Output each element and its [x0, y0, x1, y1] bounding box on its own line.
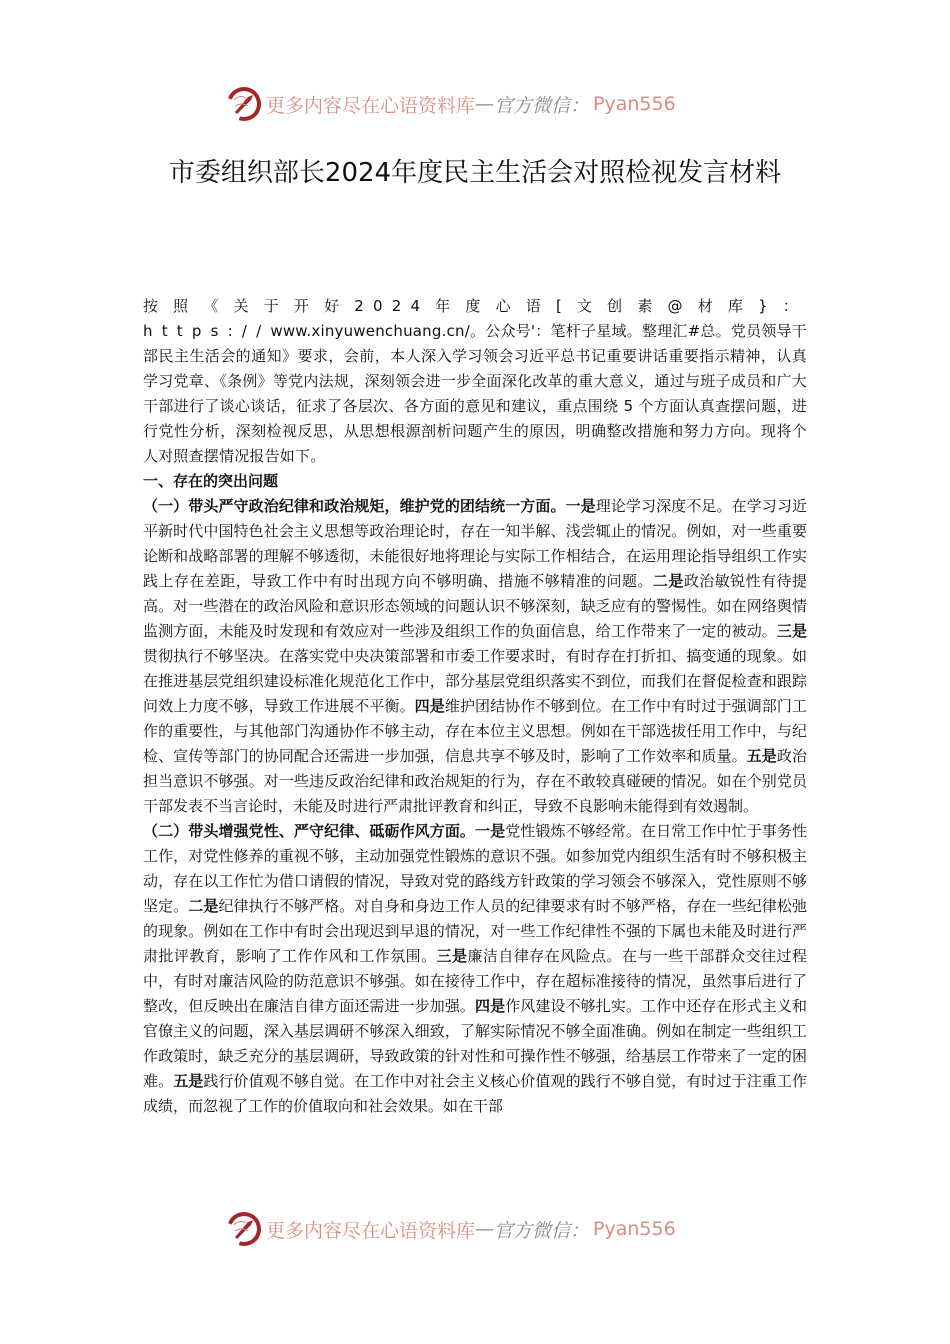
item-text: 践行价值观不够自觉。在工作中对社会主义核心价值观的践行不够自觉，有时过于注重工作成绩，而忽视了工作的价值取向和社会效果。如在干部 — [143, 1072, 807, 1115]
banner-wechat-label: 官方微信： — [494, 94, 590, 117]
subsection-2-heading: （二）带头增强党性、严守纪律、砥砺作风方面。 — [143, 822, 476, 840]
item-text: 廉洁自律存在风险点。在与一些干部群众交往过程中，有时对廉洁风险的防范意识不够强。如在接待工作中，存在超标准接待的情况，虽然事后进行了整改，但反映出在廉洁自律方面还需进一步加强。 — [143, 947, 807, 1015]
subsection-1-heading: （一）带头严守政治纪律和政治规矩，维护党的团结统一方面。 — [143, 497, 566, 515]
intro-paragraph-start: 按照《关于开好2024年度心语[文创素@材库}：https:// — [143, 297, 807, 340]
item-label: 五是 — [173, 1072, 204, 1090]
banner-wechat-id: Pyan556 — [593, 1218, 676, 1240]
item-label: 四是 — [414, 697, 445, 715]
banner-library-text: 更多内容尽在心语资料库 — [266, 1219, 476, 1242]
item-text: 贯彻执行不够坚决。在落实党中央决策部署和市委工作要求时，有时存在打折扣、搞变通的现象。如在推进基层党组织建设标准化规范化工作中，部分基层党组织落实不到位，而我们在督促检查和跟踪问效上力度不够，导致工作进展不平衡。 — [143, 647, 807, 715]
item-label: 二是 — [188, 897, 219, 915]
item-label: 五是 — [746, 747, 777, 765]
item-text: 政治敏锐性有待提高。对一些潜在的政治风险和意识形态领域的问题认识不够深刻，缺乏应有的警惕性。如在网络舆情监测方面，未能及时发现和有效应对一些涉及组织工作的负面信息，给工作带来了一定的被动。 — [143, 572, 807, 640]
banner-dash: — — [475, 93, 495, 115]
item-label: 三是 — [436, 947, 468, 965]
document-title: 市委组织部长2024年度民主生活会对照检视发言材料 — [168, 158, 782, 188]
banner-wechat-label: 官方微信： — [494, 1219, 590, 1242]
banner-dash: — — [475, 1218, 495, 1240]
quill-pen-logo-icon — [226, 1211, 262, 1247]
item-text: 政治担当意识不够强。对一些违反政治纪律和政治规矩的行为，存在不敢较真碰硬的情况。如在个别党员干部发表不当言论时，未能及时进行严肃批评教育和纠正，导致不良影响未能得到有效遏制。 — [143, 747, 807, 815]
banner-library-text: 更多内容尽在心语资料库 — [266, 94, 476, 117]
subsection-2-paragraph — [143, 819, 807, 1119]
document-body — [143, 294, 807, 1119]
banner-wechat-id: Pyan556 — [593, 93, 676, 115]
item-label: 二是 — [652, 572, 684, 590]
subsection-1-paragraph — [143, 494, 807, 819]
quill-pen-logo-icon — [226, 86, 262, 122]
item-label: 一是 — [565, 497, 596, 515]
intro-paragraph-rest: www.xinyuwenchuang.cn/。公众号'：笔杆子星域。整理汇#总。党员领导干部民主生活会的通知》要求，会前，本人深入学习领会习近平总书记重要讲话重要指示精神，认真学习党章、《条例》等党内法规，深刻领会进一步全面深化改革的重大意义，通过与班子成员和广大干部进行了谈心谈话，征求了各层次、各方面的意见和建议，重点围绕 5 个方面认真查摆问题，进行党性分析，深刻检视反思，从思想根源剖析问题产生的原因，明确整改措施和努力方向。现将个人对照查摆情况报告如下。 — [143, 322, 807, 465]
footer-watermark-banner — [226, 1209, 676, 1249]
intro-paragraph — [143, 294, 807, 469]
item-text: 理论学习深度不足。在学习习近平新时代中国特色社会主义思想等政治理论时，存在一知半解、浅尝辄止的情况。例如，对一些重要论断和战略部署的理解不够透彻，未能很好地将理论与实际工作相结合，在运用理论指导组织工作实践上存在差距，导致工作中有时出现方向不够明确、措施不够精准的问题。 — [143, 497, 807, 590]
header-watermark-banner — [226, 84, 676, 124]
item-label: 三是 — [776, 622, 807, 640]
item-text: 党性锻炼不够经常。在日常工作中忙于事务性工作，对党性修养的重视不够，主动加强党性锻炼的意识不强。如参加党内组织生活有时不够积极主动，存在以工作忙为借口请假的情况，导致对党的路线方针政策的学习领会不够深入，党性原则不够坚定。 — [143, 822, 807, 915]
item-text: 作风建设不够扎实。工作中还存在形式主义和官僚主义的问题，深入基层调研不够深入细致，了解实际情况不够全面准确。例如在制定一些组织工作政策时，缺乏充分的基层调研，导致政策的针对性和可操作性不够强，给基层工作带来了一定的困难。 — [143, 997, 807, 1090]
item-label: 四是 — [475, 997, 506, 1015]
item-text: 纪律执行不够严格。对自身和身边工作人员的纪律要求有时不够严格，存在一些纪律松弛的现象。例如在工作中有时会出现迟到早退的情况，对一些工作纪律性不强的下属也未能及时进行严肃批评教育，影响了工作作风和工作氛围。 — [143, 897, 807, 965]
item-label: 一是 — [475, 822, 506, 840]
section-heading-outstanding-problems: 一、存在的突出问题 — [143, 472, 279, 490]
item-text: 维护团结协作不够到位。在工作中有时过于强调部门工作的重要性，与其他部门沟通协作不够主动，存在本位主义思想。例如在干部选拔任用工作中，与纪检、宣传等部门的协同配合还需进一步加强，信息共享不够及时，影响了工作效率和质量。 — [143, 697, 807, 765]
